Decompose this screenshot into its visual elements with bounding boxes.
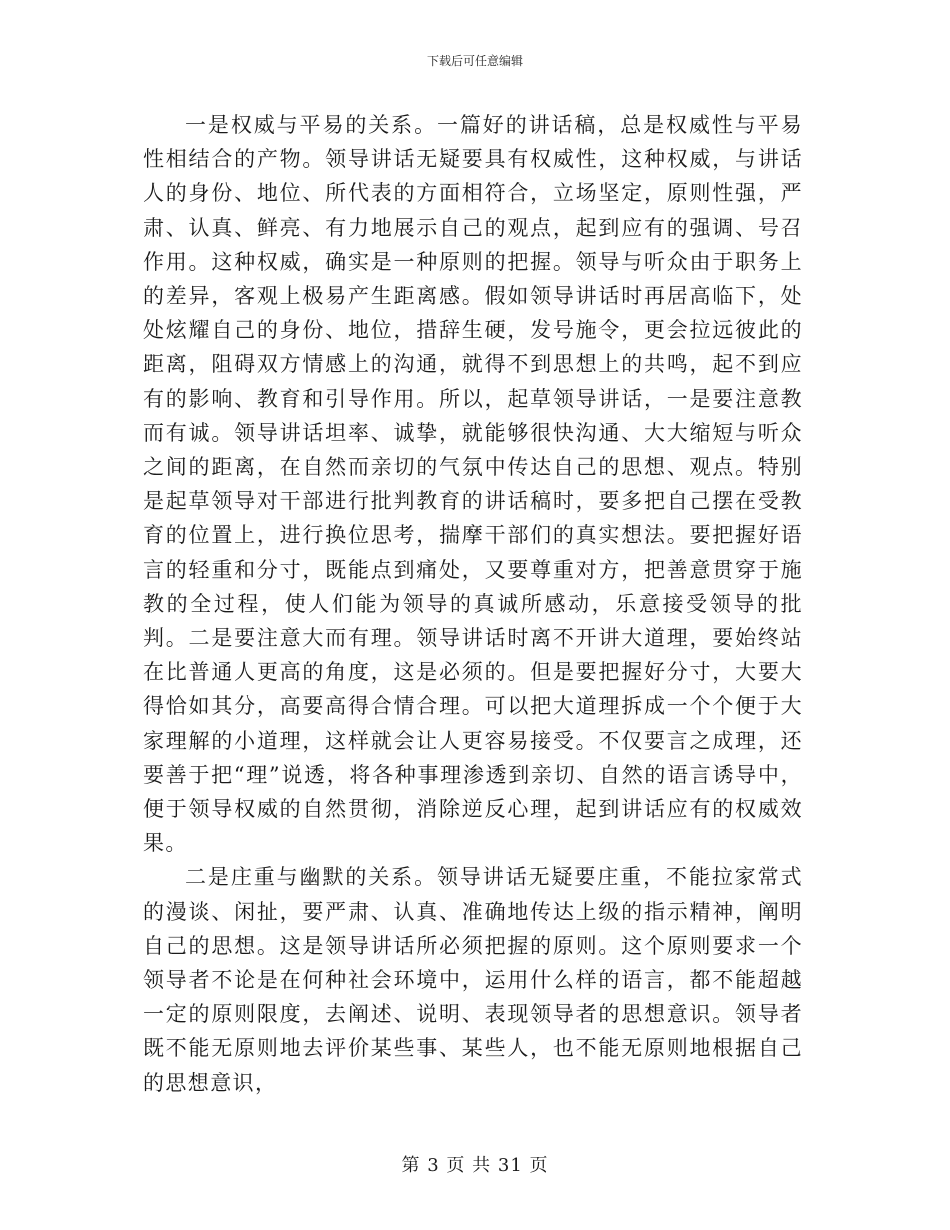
- footer-middle: 页 共: [446, 1155, 492, 1176]
- paragraph-solemnity-and-humor: 二是庄重与幽默的关系。领导讲话无疑要庄重，不能拉家常式的漫谈、闲扯，要严肃、认真、准确地传达上级的指示精神，阐明自己的思想。这是领导讲话所必须把握的原则。这个原则要求一个领导者不论是在何种社会环境中，运用什么样的语言，都不能超越一定的原则限度，去阐述、说明、表现领导者的思想意识。领导者既不能无原则地去评价某些事、某些人，也不能无原则地根据自己的思想意识，: [143, 865, 803, 1095]
- page-footer: [0, 1154, 950, 1178]
- footer-prefix: 第: [401, 1155, 421, 1176]
- footer-total-pages: 31: [497, 1155, 523, 1176]
- footer-suffix: 页: [529, 1155, 549, 1176]
- document-body: [143, 108, 803, 1100]
- footer-page-number: 3: [427, 1155, 440, 1176]
- page-header: 下载后可任意编辑: [426, 54, 523, 68]
- paragraph-authority-and-approachability: 一是权威与平易的关系。一篇好的讲话稿，总是权威性与平易性相结合的产物。领导讲话无疑要具有权威性，这种权威，与讲话人的身份、地位、所代表的方面相符合，立场坚定，原则性强，严肃、认真、鲜亮、有力地展示自己的观点，起到应有的强调、号召作用。这种权威，确实是一种原则的把握。领导与听众由于职务上的差异，客观上极易产生距离感。假如领导讲话时再居高临下，处处炫耀自己的身份、地位，措辞生硬，发号施令，更会拉远彼此的距离，阻碍双方情感上的沟通，就得不到思想上的共鸣，起不到应有的影响、教育和引导作用。所以，起草领导讲话，一是要注意教而有诚。领导讲话坦率、诚挚，就能够很快沟通、大大缩短与听众之间的距离，在自然而亲切的气氛中传达自己的思想、观点。特别是起草领导对干部进行批判教育的讲话稿时，要多把自己摆在受教育的位置上，进行换位思考，揣摩干部们的真实想法。要把握好语言的轻重和分寸，既能点到痛处，又要尊重对方，把善意贯穿于施教的全过程，使人们能为领导的真诚所感动，乐意接受领导的批判。二是要注意大而有理。领导讲话时离不开讲大道理，要始终站在比普通人更高的角度，这是必须的。但是要把握好分寸，大要大得恰如其分，高要高得合情合理。可以把大道理拆成一个个便于大家理解的小道理，这样就会让人更容易接受。不仅要言之成理，还要善于把“理”说透，将各种事理渗透到亲切、自然的语言诱导中，便于领导权威的自然贯彻，消除逆反心理，起到讲话应有的权威效果。: [143, 113, 803, 856]
